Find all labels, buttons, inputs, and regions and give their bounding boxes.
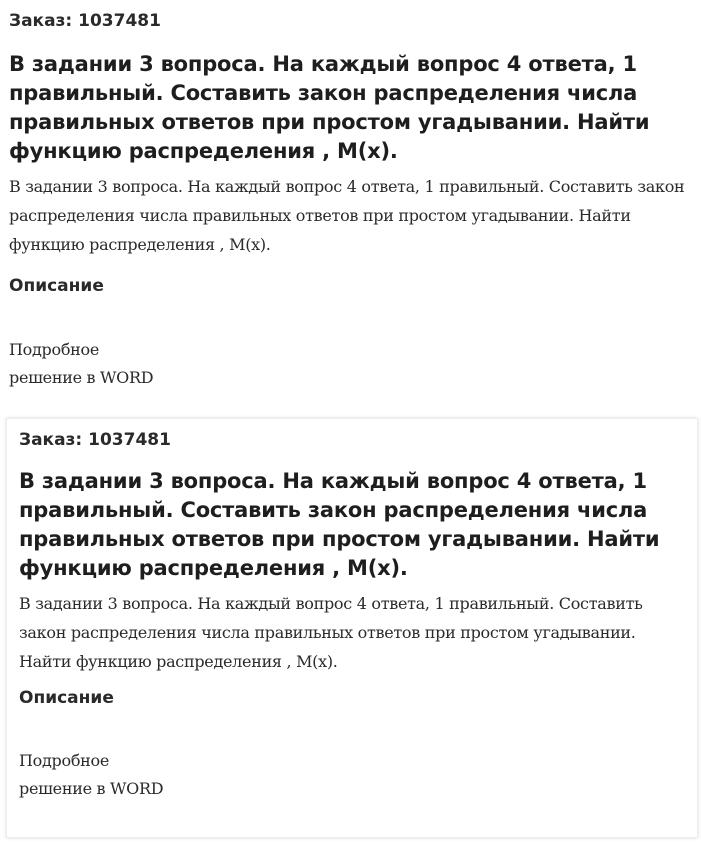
description-heading: Описание	[19, 688, 114, 708]
description-text	[9, 336, 309, 392]
description-line: Подробное	[19, 751, 110, 770]
order-number: Заказ: 1037481	[9, 11, 161, 31]
order-card	[6, 418, 698, 838]
description-heading: Описание	[9, 276, 104, 296]
task-text: В задании 3 вопроса. На каждый вопрос 4 ответа, 1 правильный. Составить закон распределения числа правильных ответов при простом угадывании. Найти функцию распределения , M(x).	[19, 594, 643, 671]
description-text	[19, 747, 319, 803]
task-text: В задании 3 вопроса. На каждый вопрос 4 ответа, 1 правильный. Составить закон распределения числа правильных ответов при простом угадывании. Найти функцию распределения , M(x).	[9, 177, 685, 254]
task-title: В задании 3 вопроса. На каждый вопрос 4 ответа, 1 правильный. Составить закон распределения числа правильных ответов при простом угадывании. Найти функцию распределения , M(x).	[9, 52, 650, 163]
description-line: решение в WORD	[19, 779, 164, 798]
order-number: Заказ: 1037481	[19, 430, 171, 450]
task-title: В задании 3 вопроса. На каждый вопрос 4 ответа, 1 правильный. Составить закон распределения числа правильных ответов при простом угадывании. Найти функцию распределения , M(x).	[19, 469, 660, 580]
description-line: Подробное	[9, 340, 100, 359]
description-line: решение в WORD	[9, 368, 154, 387]
order-block-primary	[0, 0, 701, 410]
